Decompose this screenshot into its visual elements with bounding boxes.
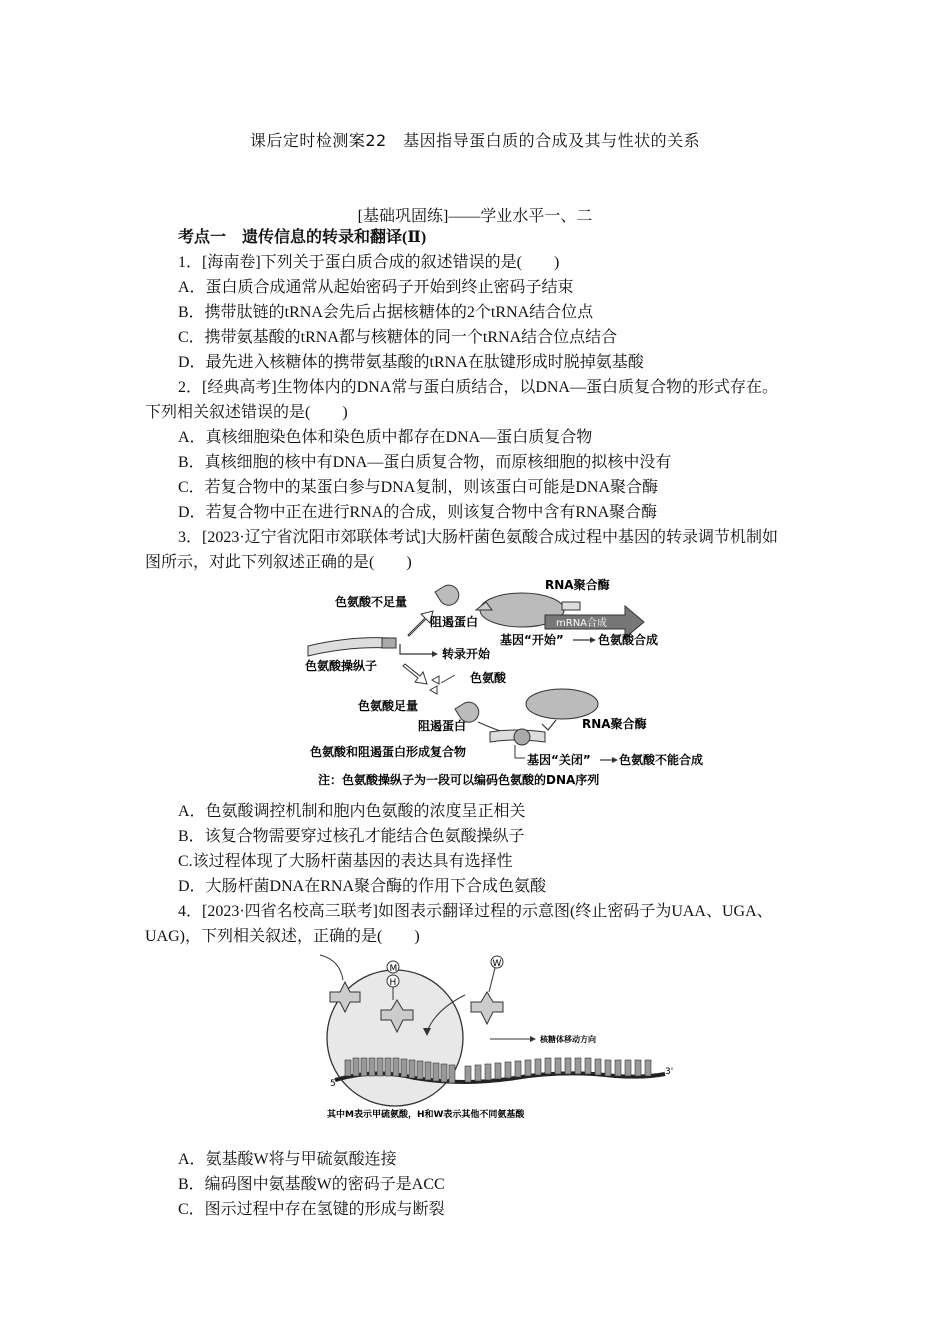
svg-text:5': 5' bbox=[330, 1079, 339, 1089]
svg-text:3': 3' bbox=[665, 1067, 674, 1077]
label-operon: 色氨酸操纵子 bbox=[305, 659, 378, 673]
repressor-shape-1 bbox=[435, 585, 459, 605]
page-title: 课后定时检测案22 基因指导蛋白质的合成及其与性状的关系 bbox=[249, 131, 701, 150]
label-trp-synth: 色氨酸合成 bbox=[598, 633, 659, 647]
svg-text:H: H bbox=[389, 978, 397, 988]
q2-option-c: C．若复合物中的某蛋白参与DNA复制，则该蛋白可能是DNA聚合酶 bbox=[178, 479, 659, 496]
q1-stem: 1．[海南卷]下列关于蛋白质合成的叙述错误的是( ) bbox=[178, 254, 560, 271]
q3-option-a: A．色氨酸调控机制和胞内色氨酸的浓度呈正相关 bbox=[178, 803, 526, 820]
label-rnap-1: RNA聚合酶 bbox=[545, 578, 610, 592]
label-direction: 核糖体移动方向 bbox=[540, 1035, 596, 1044]
trp-triangle-2 bbox=[430, 686, 437, 694]
label-trans-start: 转录开始 bbox=[442, 647, 491, 661]
translation-figure bbox=[315, 950, 695, 1130]
fig2-caption: 其中M表示甲硫氨酸，H和W表示其他不同氨基酸 bbox=[327, 1110, 525, 1120]
q1-option-c: C．携带氨基酸的tRNA都与核糖体的同一个tRNA结合位点结合 bbox=[178, 329, 618, 346]
svg-text:W: W bbox=[492, 959, 502, 969]
trp-operon-figure bbox=[300, 572, 720, 792]
q4-stem-line2: UAG)，下列相关叙述，正确的是( ) bbox=[145, 928, 420, 945]
label-complex: 色氨酸和阻遏蛋白形成复合物 bbox=[310, 745, 467, 759]
q2-option-a: A．真核细胞染色体和染色质中都存在DNA—蛋白质复合物 bbox=[178, 429, 593, 446]
label-trp-high: 色氨酸足量 bbox=[358, 699, 419, 713]
q2-option-b: B．真核细胞的核中有DNA—蛋白质复合物，而原核细胞的拟核中没有 bbox=[178, 454, 672, 471]
arrow-down-icon bbox=[403, 664, 427, 684]
q3-option-b: B．该复合物需要穿过核孔才能结合色氨酸操纵子 bbox=[178, 828, 525, 845]
q3-option-d: D．大肠杆菌DNA在RNA聚合酶的作用下合成色氨酸 bbox=[178, 878, 547, 895]
q2-option-d: D．若复合物中正在进行RNA的合成，则该复合物中含有RNA聚合酶 bbox=[178, 504, 658, 521]
topic-heading: 考点一 遗传信息的转录和翻译(Ⅱ) bbox=[178, 229, 427, 246]
exit-arrow bbox=[320, 955, 343, 980]
label-note: 注：色氨酸操纵子为一段可以编码色氨酸的DNA序列 bbox=[318, 773, 600, 787]
q1-option-a: A．蛋白质合成通常从起始密码子开始到终止密码子结束 bbox=[178, 279, 574, 296]
q3-stem-line1: 3．[2023·辽宁省沈阳市郊联体考试]大肠杆菌色氨酸合成过程中基因的转录调节机制如 bbox=[178, 529, 778, 546]
rna-polymerase-shape-2 bbox=[526, 689, 598, 719]
label-rnap-2: RNA聚合酶 bbox=[582, 717, 647, 731]
svg-text:M: M bbox=[389, 964, 398, 974]
q4-stem-line1: 4．[2023·四省名校高三联考]如图表示翻译过程的示意图(终止密码子为UAA、UGA、 bbox=[178, 903, 773, 920]
label-gene-off: 基因“关闭” bbox=[527, 753, 591, 767]
label-repressor-1: 阻遏蛋白 bbox=[430, 615, 479, 629]
q1-option-d: D．最先进入核糖体的携带氨基酸的tRNA在肽键形成时脱掉氨基酸 bbox=[178, 354, 644, 371]
operon-dna-shape bbox=[308, 638, 390, 656]
q3-stem-line2: 图所示，对此下列叙述正确的是( ) bbox=[145, 554, 412, 571]
q2-stem-line2: 下列相关叙述错误的是( ) bbox=[145, 404, 348, 421]
q1-option-b: B．携带肽链的tRNA会先后占据核糖体的2个tRNA结合位点 bbox=[178, 304, 594, 321]
q2-stem-line1: 2．[经典高考]生物体内的DNA常与蛋白质结合，以DNA—蛋白质复合物的形式存在。 bbox=[178, 379, 778, 396]
trna-right bbox=[471, 992, 503, 1024]
label-repressor-2: 阻遏蛋白 bbox=[418, 719, 467, 733]
q4-option-c: C．图示过程中存在氢键的形成与断裂 bbox=[178, 1201, 445, 1218]
section-title: [基础巩固练]——学业水平一、二 bbox=[357, 208, 593, 225]
label-no-synth: 色氨酸不能合成 bbox=[619, 753, 704, 767]
label-gene-on: 基因“开始” bbox=[500, 633, 564, 647]
trp-triangle-1 bbox=[432, 676, 439, 684]
complex-shape bbox=[514, 729, 530, 745]
q3-option-c: C.该过程体现了大肠杆菌基因的表达具有选择性 bbox=[178, 853, 513, 870]
q4-option-a: A．氨基酸W将与甲硫氨酸连接 bbox=[178, 1151, 397, 1168]
q4-option-b: B．编码图中氨基酸W的密码子是ACC bbox=[178, 1176, 445, 1193]
label-mrna: mRNA合成 bbox=[556, 618, 608, 629]
label-trp-low: 色氨酸不足量 bbox=[335, 595, 408, 609]
label-trp: 色氨酸 bbox=[470, 671, 507, 685]
